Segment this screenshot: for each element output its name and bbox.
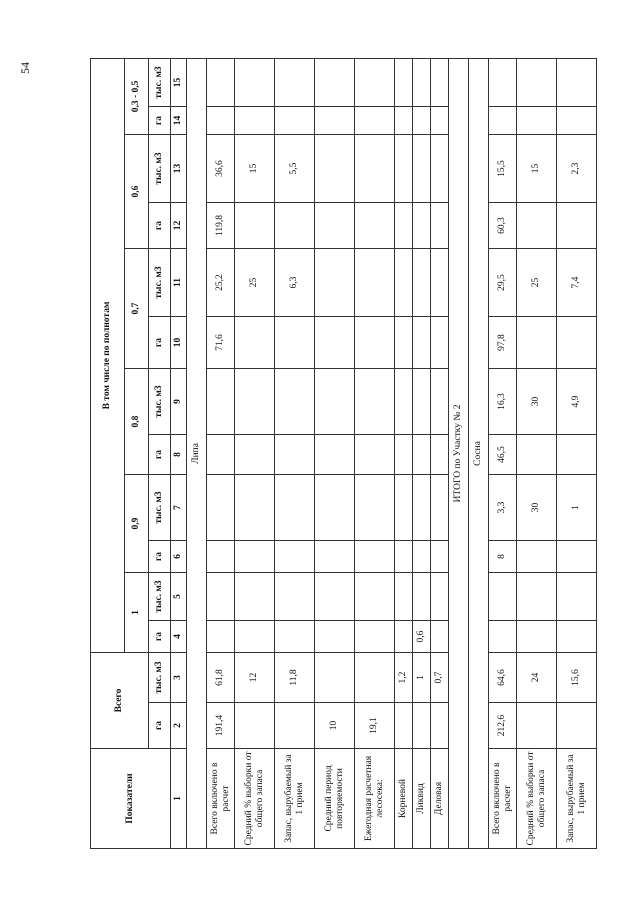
- table-cell: [431, 703, 449, 749]
- table-cell: [489, 58, 517, 106]
- table-cell: 60,3: [489, 203, 517, 249]
- table-cell: 12: [235, 653, 275, 703]
- row-label: Средний % выборки от общего запаса: [235, 749, 275, 849]
- table-cell: [431, 621, 449, 653]
- row-label: Запас, вырубаемый за 1 прием: [275, 749, 315, 849]
- table-cell: 191,4: [207, 703, 235, 749]
- table-cell: [517, 435, 557, 475]
- table-cell: 36,6: [207, 135, 235, 203]
- unit-m3: тыс. м3: [149, 249, 171, 317]
- table-cell: [275, 541, 315, 573]
- table-cell: [517, 203, 557, 249]
- density-table: [90, 58, 597, 849]
- table-cell: 119,8: [207, 203, 235, 249]
- table-cell: [235, 573, 275, 621]
- table-cell: 212,6: [489, 703, 517, 749]
- table-cell: [355, 317, 395, 369]
- row-label: Всего включено в расчет: [489, 749, 517, 849]
- unit-m3: тыс. м3: [149, 653, 171, 703]
- table-cell: 25: [235, 249, 275, 317]
- table-cell: 46,5: [489, 435, 517, 475]
- table-cell: [395, 249, 413, 317]
- section-title: Липа: [187, 58, 207, 848]
- table-cell: [413, 573, 431, 621]
- header-density-09: 0,9: [125, 475, 149, 573]
- table-cell: 24: [517, 653, 557, 703]
- header-density-06: 0,6: [125, 135, 149, 249]
- table-cell: [431, 573, 449, 621]
- table-cell: [395, 573, 413, 621]
- section-title: Сосна: [469, 58, 489, 848]
- table-cell: [413, 203, 431, 249]
- table-row: [207, 58, 235, 848]
- table-cell: [207, 621, 235, 653]
- table-cell: [557, 317, 597, 369]
- header-column-numbers-row: [171, 58, 187, 848]
- table-cell: 71,6: [207, 317, 235, 369]
- section-row: [449, 58, 469, 848]
- table-cell: [355, 435, 395, 475]
- table-cell: [315, 249, 355, 317]
- table-cell: 64,6: [489, 653, 517, 703]
- table-cell: [557, 703, 597, 749]
- table-body: [187, 58, 597, 848]
- column-number: 4: [171, 621, 187, 653]
- table-cell: [431, 249, 449, 317]
- column-number: 14: [171, 107, 187, 135]
- table-cell: [315, 317, 355, 369]
- table-row: [557, 58, 597, 848]
- table-cell: 10: [315, 703, 355, 749]
- table-cell: [413, 107, 431, 135]
- table-cell: [431, 541, 449, 573]
- table-cell: 2,3: [557, 135, 597, 203]
- table-cell: [413, 58, 431, 106]
- table-cell: 4,9: [557, 369, 597, 435]
- section-title: ИТОГО по Участку № 2: [449, 58, 469, 848]
- table-cell: [355, 249, 395, 317]
- table-cell: [355, 58, 395, 106]
- table-cell: [275, 107, 315, 135]
- header-density-07: 0,7: [125, 249, 149, 369]
- header-total: Всего: [91, 653, 149, 749]
- table-cell: [207, 107, 235, 135]
- unit-ha: га: [149, 203, 171, 249]
- column-number: 1: [171, 749, 187, 849]
- table-cell: [355, 653, 395, 703]
- unit-ha: га: [149, 435, 171, 475]
- unit-ha: га: [149, 703, 171, 749]
- table-cell: [275, 317, 315, 369]
- table-cell: [315, 573, 355, 621]
- table-cell: [275, 621, 315, 653]
- row-label: Ежегодная расчетная лесосека:: [355, 749, 395, 849]
- column-number: 12: [171, 203, 187, 249]
- unit-ha: га: [149, 107, 171, 135]
- table-cell: [315, 621, 355, 653]
- table-cell: [207, 435, 235, 475]
- table-cell: [207, 369, 235, 435]
- table-cell: [275, 58, 315, 106]
- unit-m3: тыс. м3: [149, 475, 171, 541]
- column-number: 3: [171, 653, 187, 703]
- table-cell: [517, 703, 557, 749]
- column-number: 2: [171, 703, 187, 749]
- table-cell: [413, 435, 431, 475]
- row-label: Корневой: [395, 749, 413, 849]
- column-number: 9: [171, 369, 187, 435]
- column-number: 7: [171, 475, 187, 541]
- table-cell: [517, 317, 557, 369]
- table-cell: [413, 317, 431, 369]
- table-cell: 15: [235, 135, 275, 203]
- table-cell: [517, 58, 557, 106]
- table-cell: [235, 703, 275, 749]
- table-cell: [355, 203, 395, 249]
- table-cell: [557, 58, 597, 106]
- table-cell: [489, 621, 517, 653]
- table-cell: 30: [517, 475, 557, 541]
- table-cell: [395, 203, 413, 249]
- table-cell: [355, 541, 395, 573]
- page-number: 54: [18, 62, 32, 74]
- table-cell: 29,5: [489, 249, 517, 317]
- table-cell: [235, 541, 275, 573]
- table-cell: 3,3: [489, 475, 517, 541]
- table-cell: 7,4: [557, 249, 597, 317]
- table-cell: [275, 369, 315, 435]
- table-cell: [413, 249, 431, 317]
- table-cell: [315, 58, 355, 106]
- table-cell: [395, 703, 413, 749]
- table-cell: [395, 475, 413, 541]
- table-cell: [235, 317, 275, 369]
- section-row: [187, 58, 207, 848]
- row-label: Средний период повторяемости: [315, 749, 355, 849]
- table-cell: [431, 203, 449, 249]
- table-cell: [207, 573, 235, 621]
- table-cell: [315, 541, 355, 573]
- table-cell: [355, 107, 395, 135]
- table-cell: 25: [517, 249, 557, 317]
- table-cell: 6,3: [275, 249, 315, 317]
- table-cell: 11,8: [275, 653, 315, 703]
- table-cell: [431, 107, 449, 135]
- table-cell: [517, 541, 557, 573]
- table-cell: [275, 703, 315, 749]
- table-cell: [431, 135, 449, 203]
- table-cell: [395, 541, 413, 573]
- table-cell: 8: [489, 541, 517, 573]
- table-cell: [315, 653, 355, 703]
- unit-ha: га: [149, 317, 171, 369]
- table-cell: [557, 107, 597, 135]
- table-cell: 0,7: [431, 653, 449, 703]
- table-cell: [557, 203, 597, 249]
- table-cell: [413, 703, 431, 749]
- table-row: [275, 58, 315, 848]
- table-cell: 97,8: [489, 317, 517, 369]
- table-cell: [413, 135, 431, 203]
- table-cell: [315, 475, 355, 541]
- table-cell: [235, 435, 275, 475]
- table-cell: [517, 107, 557, 135]
- unit-ha: га: [149, 621, 171, 653]
- unit-ha: га: [149, 541, 171, 573]
- table-row: [235, 58, 275, 848]
- table-row: [489, 58, 517, 848]
- table-cell: 19,1: [355, 703, 395, 749]
- table-row: [431, 58, 449, 848]
- row-label: Деловая: [431, 749, 449, 849]
- table-cell: 15,6: [557, 653, 597, 703]
- column-number: 13: [171, 135, 187, 203]
- table-cell: [557, 621, 597, 653]
- table-cell: [235, 107, 275, 135]
- table-cell: [355, 621, 395, 653]
- table-cell: [431, 475, 449, 541]
- table-cell: [557, 573, 597, 621]
- table-cell: 15: [517, 135, 557, 203]
- table-cell: [517, 621, 557, 653]
- table-cell: 1: [413, 653, 431, 703]
- table-cell: [413, 475, 431, 541]
- table-cell: [315, 135, 355, 203]
- table-cell: [275, 203, 315, 249]
- table-cell: [315, 369, 355, 435]
- table-cell: [395, 135, 413, 203]
- table-cell: [395, 317, 413, 369]
- table-row: [315, 58, 355, 848]
- table-cell: 1: [557, 475, 597, 541]
- table-cell: [413, 369, 431, 435]
- table-cell: [355, 369, 395, 435]
- header-density-08: 0,8: [125, 369, 149, 475]
- unit-m3: тыс. м3: [149, 135, 171, 203]
- header-by-density: В том числе по полнотам: [91, 58, 125, 652]
- table-cell: [395, 621, 413, 653]
- table-cell: [235, 475, 275, 541]
- table-cell: [235, 203, 275, 249]
- column-number: 11: [171, 249, 187, 317]
- table-cell: [275, 435, 315, 475]
- table-cell: [315, 107, 355, 135]
- table-cell: [395, 435, 413, 475]
- table-cell: [557, 541, 597, 573]
- table-cell: [235, 58, 275, 106]
- table-cell: [315, 435, 355, 475]
- table-cell: 30: [517, 369, 557, 435]
- table-cell: [315, 203, 355, 249]
- row-label: Средний % выборки от общего запаса: [517, 749, 557, 849]
- table-cell: [431, 369, 449, 435]
- table-cell: [355, 573, 395, 621]
- table-cell: 15,5: [489, 135, 517, 203]
- table-cell: [235, 621, 275, 653]
- table-row: [413, 58, 431, 848]
- table-cell: 25,2: [207, 249, 235, 317]
- table-cell: [557, 435, 597, 475]
- column-number: 6: [171, 541, 187, 573]
- table-row: [395, 58, 413, 848]
- table-cell: [395, 369, 413, 435]
- header-density-1: 1: [125, 573, 149, 653]
- header-units-row: [149, 58, 171, 848]
- unit-m3: тыс. м3: [149, 369, 171, 435]
- column-number: 10: [171, 317, 187, 369]
- table-cell: [355, 135, 395, 203]
- table-cell: 16,3: [489, 369, 517, 435]
- table-row: [355, 58, 395, 848]
- table-cell: [275, 573, 315, 621]
- column-number: 8: [171, 435, 187, 475]
- table-cell: [275, 475, 315, 541]
- section-row: [469, 58, 489, 848]
- header-indicator: Показатели: [91, 749, 171, 849]
- table-cell: [413, 541, 431, 573]
- table-cell: [489, 107, 517, 135]
- table-cell: [355, 475, 395, 541]
- unit-m3: тыс. м3: [149, 573, 171, 621]
- table-cell: [207, 541, 235, 573]
- table-cell: [431, 58, 449, 106]
- table-cell: [431, 435, 449, 475]
- table-cell: [235, 369, 275, 435]
- header-density-03-05: 0,3 - 0,5: [125, 58, 149, 134]
- table-cell: [489, 573, 517, 621]
- table-cell: [207, 58, 235, 106]
- row-label: Всего включено в расчет: [207, 749, 235, 849]
- row-label: Ликвид: [413, 749, 431, 849]
- table-cell: [207, 475, 235, 541]
- column-number: 15: [171, 58, 187, 106]
- table-cell: [517, 573, 557, 621]
- column-number: 5: [171, 573, 187, 621]
- table-cell: [395, 58, 413, 106]
- rotated-table-container: [90, 59, 592, 849]
- row-label: Запас, вырубаемый за 1 прием: [557, 749, 597, 849]
- table-cell: 61,8: [207, 653, 235, 703]
- table-cell: [395, 107, 413, 135]
- table-cell: [431, 317, 449, 369]
- table-cell: 0,6: [413, 621, 431, 653]
- table-cell: 5,5: [275, 135, 315, 203]
- unit-m3: тыс. м3: [149, 58, 171, 106]
- table-cell: 1,2: [395, 653, 413, 703]
- table-row: [517, 58, 557, 848]
